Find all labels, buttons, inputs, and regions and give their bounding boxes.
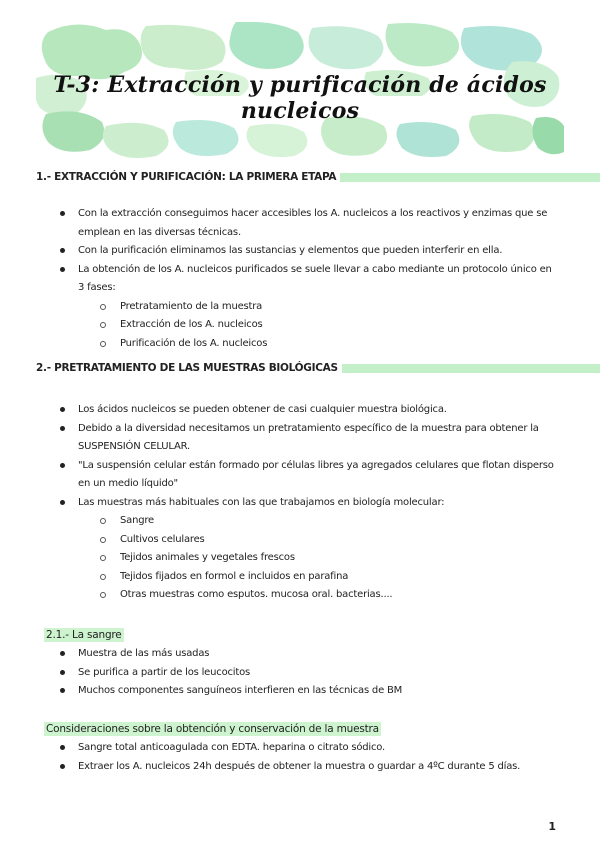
sub-list-item: Tejidos animales y vegetales frescos [44,549,554,568]
list-item: La obtención de los A. nucleicos purificados se suele llevar a cabo mediante un protocolo único en 3 fases: [44,261,554,298]
sub-list-item: Purificación de los A. nucleicos [44,335,554,354]
list-item: Muchos componentes sanguíneos interfieren en las técnicas de BM [44,682,554,701]
sub-list-item: Cultivos celulares [44,531,554,550]
heading-bar [340,173,600,182]
considerations-heading: Consideraciones sobre la obtención y conservación de la muestra [46,723,379,735]
sub-list-item: Extracción de los A. nucleicos [44,316,554,335]
page-title: T-3: Extracción y purificación de ácidos nucleicos [53,72,547,124]
section-2-list [44,401,554,605]
subsection-2-1-heading: 2.1.- La sangre [46,629,122,641]
sub-list-item: Sangre [44,512,554,531]
list-item: Se purifica a partir de los leucocitos [44,664,554,683]
list-item: Sangre total anticoagulada con EDTA. heparina o citrato sódico. [44,739,554,758]
sub-list-item: Pretratamiento de la muestra [44,298,554,317]
list-item: Muestra de las más usadas [44,645,554,664]
heading-bar [342,364,600,373]
section-1-list [44,205,554,353]
considerations-list [44,739,554,776]
list-item: Las muestras más habituales con las que trabajamos en biología molecular: [44,494,554,513]
sub-list-item: Tejidos fijados en formol e incluidos en parafina [44,568,554,587]
page-number: 1 [548,820,556,833]
section-2-heading: 2.- PRETRATAMIENTO DE LAS MUESTRAS BIOLÓGICAS [36,362,600,374]
list-item: Con la extracción conseguimos hacer accesibles los A. nucleicos a los reactivos y enzimas que se emplean en las diversas técnicas. [44,205,554,242]
sub-list-item: Otras muestras como esputos. mucosa oral. bacterias.... [44,586,554,605]
list-item: Extraer los A. nucleicos 24h después de obtener la muestra o guardar a 4ºC durante 5 días. [44,758,554,777]
subsection-2-1-list [44,645,554,701]
section-1-heading: 1.- EXTRACCIÓN Y PURIFICACIÓN: LA PRIMERA ETAPA [36,171,600,183]
list-item: Debido a la diversidad necesitamos un pretratamiento específico de la muestra para obtener la SUSPENSIÓN CELULAR. [44,420,554,457]
list-item: Los ácidos nucleicos se pueden obtener de casi cualquier muestra biológica. [44,401,554,420]
list-item: Con la purificación eliminamos las sustancias y elementos que pueden interferir en ella. [44,242,554,261]
list-item: "La suspensión celular están formado por células libres ya agregados celulares que flotan disperso en un medio líquido" [44,457,554,494]
